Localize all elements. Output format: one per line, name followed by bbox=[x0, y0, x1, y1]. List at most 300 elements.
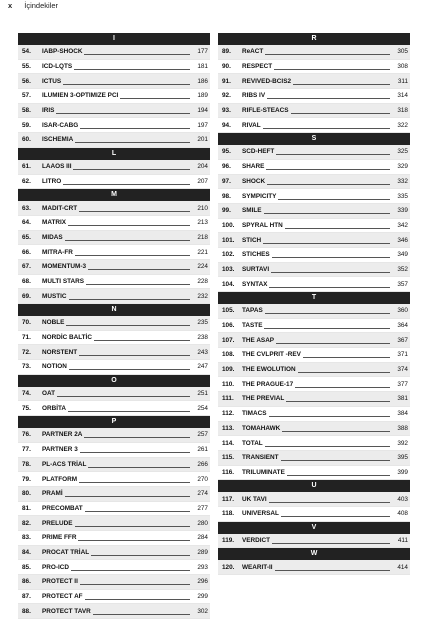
entry-number: 73. bbox=[22, 363, 31, 371]
entry-number: 65. bbox=[22, 233, 31, 241]
leader-line bbox=[265, 446, 390, 447]
leader-line bbox=[80, 452, 190, 453]
toc-entry[interactable] bbox=[218, 319, 410, 334]
leader-line bbox=[291, 113, 390, 114]
leader-line bbox=[120, 98, 190, 99]
section-letter-header: W bbox=[218, 548, 410, 560]
section-letter-header: R bbox=[218, 33, 410, 45]
entry-title: SMILE bbox=[242, 207, 262, 215]
leader-line bbox=[68, 225, 190, 226]
toc-entry[interactable] bbox=[218, 407, 410, 422]
entry-number: 66. bbox=[22, 248, 31, 256]
toc-entry[interactable] bbox=[218, 45, 410, 60]
toc-entry[interactable] bbox=[18, 590, 210, 605]
leader-line bbox=[93, 614, 190, 615]
leader-line bbox=[84, 437, 190, 438]
entry-title: LAAOS III bbox=[42, 163, 72, 171]
entry-number: 71. bbox=[22, 334, 31, 342]
toc-entry[interactable] bbox=[218, 422, 410, 437]
leader-line bbox=[286, 401, 390, 402]
entry-title: PRAMİ bbox=[42, 490, 63, 498]
entry-title: ReACT bbox=[242, 48, 264, 56]
entry-title: ISCHEMIA bbox=[42, 136, 74, 144]
toc-entry[interactable] bbox=[18, 428, 210, 443]
entry-title: STICH bbox=[242, 236, 262, 244]
entry-page-number: 364 bbox=[397, 322, 408, 330]
toc-entry[interactable] bbox=[218, 492, 410, 507]
entry-title: PLATFORM bbox=[42, 475, 78, 483]
leader-line bbox=[269, 416, 391, 417]
entry-number: 67. bbox=[22, 263, 31, 271]
leader-line bbox=[78, 540, 190, 541]
entry-number: 62. bbox=[22, 177, 31, 185]
toc-entry[interactable] bbox=[218, 89, 410, 104]
entry-page-number: 194 bbox=[197, 107, 208, 115]
entry-title: MULTI STARS bbox=[42, 277, 85, 285]
entry-title: SYNTAX bbox=[242, 280, 268, 288]
entry-title: TRANSIENT bbox=[242, 454, 279, 462]
entry-page-number: 384 bbox=[397, 410, 408, 418]
toc-entry[interactable] bbox=[18, 316, 210, 331]
entry-number: 112. bbox=[222, 410, 235, 418]
entry-title: RIFLE-STEACS bbox=[242, 107, 289, 115]
leader-line bbox=[272, 543, 390, 544]
leader-line bbox=[265, 54, 390, 55]
leader-line bbox=[263, 243, 390, 244]
section-letter-header: P bbox=[18, 416, 210, 428]
section-letter-header: O bbox=[18, 375, 210, 387]
entry-page-number: 381 bbox=[397, 395, 408, 403]
entry-number: 90. bbox=[222, 63, 231, 71]
toc-entry[interactable] bbox=[218, 348, 410, 363]
toc-entry[interactable] bbox=[218, 118, 410, 133]
leader-line bbox=[71, 570, 190, 571]
leader-line bbox=[285, 228, 390, 229]
toc-entry[interactable] bbox=[218, 175, 410, 190]
entry-page-number: 377 bbox=[397, 380, 408, 388]
leader-line bbox=[303, 357, 390, 358]
entry-number: 86. bbox=[22, 578, 31, 586]
toc-entry[interactable] bbox=[18, 289, 210, 304]
toc-entry[interactable] bbox=[18, 516, 210, 531]
entry-page-number: 293 bbox=[197, 563, 208, 571]
entry-number: 99. bbox=[222, 207, 231, 215]
toc-entry[interactable] bbox=[18, 345, 210, 360]
entry-title: WEARIT-II bbox=[242, 563, 273, 571]
toc-entry[interactable] bbox=[18, 458, 210, 473]
entry-page-number: 325 bbox=[397, 148, 408, 156]
entry-title: SURTAVI bbox=[242, 265, 270, 273]
entry-title: NOTION bbox=[42, 363, 67, 371]
entry-number: 63. bbox=[22, 204, 31, 212]
leader-line bbox=[79, 211, 190, 212]
entry-page-number: 395 bbox=[397, 454, 408, 462]
entry-title: SHARE bbox=[242, 163, 265, 171]
entry-number: 95. bbox=[222, 148, 231, 156]
entry-number: 83. bbox=[22, 534, 31, 542]
toc-entry[interactable] bbox=[218, 333, 410, 348]
entry-number: 111. bbox=[222, 395, 234, 403]
toc-entry[interactable] bbox=[18, 245, 210, 260]
entry-number: 109. bbox=[222, 366, 235, 374]
entry-title: OAT bbox=[42, 390, 56, 398]
section-letter-header: M bbox=[18, 189, 210, 201]
entry-title: TASTE bbox=[242, 322, 263, 330]
entry-title: MUSTIC bbox=[42, 292, 67, 300]
toc-entry[interactable] bbox=[218, 233, 410, 248]
entry-page-number: 218 bbox=[197, 233, 208, 241]
toc-entry[interactable] bbox=[18, 487, 210, 502]
entry-page-number: 177 bbox=[197, 48, 208, 56]
entry-title: UK TAVI bbox=[242, 495, 267, 503]
entry-page-number: 302 bbox=[197, 607, 208, 615]
entry-page-number: 186 bbox=[197, 77, 208, 85]
toc-entry[interactable] bbox=[18, 260, 210, 275]
entry-number: 117. bbox=[222, 495, 235, 503]
entry-page-number: 332 bbox=[397, 177, 408, 185]
leader-line bbox=[69, 299, 191, 300]
leader-line bbox=[269, 287, 390, 288]
leader-line bbox=[282, 431, 390, 432]
entry-number: 74. bbox=[22, 390, 31, 398]
entry-number: 58. bbox=[22, 107, 31, 115]
toc-entry[interactable] bbox=[218, 304, 410, 319]
toc-entry[interactable] bbox=[218, 263, 410, 278]
entry-title: NORSTENT bbox=[42, 348, 78, 356]
entry-number: 89. bbox=[222, 48, 231, 56]
leader-line bbox=[298, 372, 390, 373]
entry-number: 94. bbox=[222, 121, 231, 129]
entry-page-number: 411 bbox=[397, 536, 408, 544]
entry-number: 64. bbox=[22, 219, 31, 227]
toc-entry[interactable] bbox=[18, 604, 210, 619]
entry-title: MADIT-CRT bbox=[42, 204, 78, 212]
entry-title: SPYRAL HTN bbox=[242, 221, 283, 229]
section-letter-header: S bbox=[218, 133, 410, 145]
leader-line bbox=[287, 475, 390, 476]
leader-line bbox=[281, 460, 390, 461]
entry-page-number: 305 bbox=[397, 48, 408, 56]
entry-page-number: 346 bbox=[397, 236, 408, 244]
toc-entry[interactable] bbox=[218, 466, 410, 481]
entry-title: PROTECT TAVR bbox=[42, 607, 91, 615]
leader-line bbox=[88, 269, 190, 270]
toc-entry[interactable] bbox=[218, 189, 410, 204]
entry-page-number: 277 bbox=[197, 504, 208, 512]
toc-entry[interactable] bbox=[218, 560, 410, 575]
entry-page-number: 254 bbox=[197, 404, 208, 412]
entry-page-number: 414 bbox=[397, 563, 408, 571]
entry-number: 80. bbox=[22, 490, 31, 498]
toc-entry[interactable] bbox=[18, 118, 210, 133]
entry-page-number: 284 bbox=[197, 534, 208, 542]
toc-entry[interactable] bbox=[218, 204, 410, 219]
entry-number: 101. bbox=[222, 236, 235, 244]
toc-entry[interactable] bbox=[18, 275, 210, 290]
entry-number: 118. bbox=[222, 510, 235, 518]
leader-line bbox=[293, 84, 390, 85]
entry-title: PROTECT AF bbox=[42, 593, 83, 601]
toc-entry[interactable] bbox=[18, 546, 210, 561]
entry-title: TOMAHAWK bbox=[242, 424, 281, 432]
leader-line bbox=[267, 98, 390, 99]
leader-line bbox=[75, 255, 190, 256]
entry-number: 55. bbox=[22, 63, 31, 71]
leader-line bbox=[85, 511, 190, 512]
section-letter-header: U bbox=[218, 480, 410, 492]
leader-line bbox=[63, 84, 190, 85]
entry-title: VERDICT bbox=[242, 536, 271, 544]
page-header bbox=[8, 0, 58, 12]
entry-title: SCD-HEFT bbox=[242, 148, 275, 156]
toc-entry[interactable] bbox=[218, 145, 410, 160]
leader-line bbox=[69, 369, 190, 370]
entry-page-number: 318 bbox=[397, 107, 408, 115]
entry-number: 84. bbox=[22, 548, 31, 556]
entry-title: IRIS bbox=[42, 107, 55, 115]
entry-title: PARTNER 2A bbox=[42, 431, 83, 439]
leader-line bbox=[272, 257, 390, 258]
entry-page-number: 224 bbox=[197, 263, 208, 271]
entry-page-number: 342 bbox=[397, 221, 408, 229]
toc-entry[interactable] bbox=[218, 277, 410, 292]
toc-entry[interactable] bbox=[18, 502, 210, 517]
entry-number: 60. bbox=[22, 136, 31, 144]
entry-number: 93. bbox=[222, 107, 231, 115]
entry-page-number: 238 bbox=[197, 334, 208, 342]
entry-page-number: 274 bbox=[197, 490, 208, 498]
toc-entry[interactable] bbox=[218, 160, 410, 175]
leader-line bbox=[88, 467, 190, 468]
entry-page-number: 228 bbox=[197, 277, 208, 285]
entry-number: 61. bbox=[22, 163, 31, 171]
toc-entry[interactable] bbox=[18, 387, 210, 402]
entry-number: 92. bbox=[222, 92, 231, 100]
entry-page-number: 360 bbox=[397, 307, 408, 315]
entry-page-number: 213 bbox=[197, 219, 208, 227]
entry-title: PARTNER 3 bbox=[42, 446, 78, 454]
entry-title: PROCAT TRİAL bbox=[42, 548, 90, 556]
toc-entry[interactable] bbox=[218, 248, 410, 263]
entry-title: REVIVED-BCIS2 bbox=[242, 77, 292, 85]
entry-page-number: 280 bbox=[197, 519, 208, 527]
entry-number: 87. bbox=[22, 593, 31, 601]
section-letter-header: I bbox=[18, 33, 210, 45]
leader-line bbox=[264, 213, 390, 214]
entry-number: 76. bbox=[22, 431, 31, 439]
toc-entry[interactable] bbox=[218, 74, 410, 89]
entry-number: 110. bbox=[222, 380, 235, 388]
toc-entry[interactable] bbox=[18, 443, 210, 458]
entry-number: 91. bbox=[222, 77, 231, 85]
entry-page-number: 232 bbox=[197, 292, 208, 300]
toc-entry[interactable] bbox=[18, 216, 210, 231]
entry-page-number: 221 bbox=[197, 248, 208, 256]
toc-left-column bbox=[18, 33, 210, 619]
entry-page-number: 408 bbox=[397, 510, 408, 518]
entry-title: NORDİC BALTİC bbox=[42, 334, 92, 342]
entry-number: 119. bbox=[222, 536, 235, 544]
toc-right-column bbox=[218, 33, 410, 575]
leader-line bbox=[63, 184, 190, 185]
leader-line bbox=[79, 355, 190, 356]
entry-number: 77. bbox=[22, 446, 31, 454]
toc-entry[interactable] bbox=[218, 534, 410, 549]
entry-title: RIVAL bbox=[242, 121, 261, 129]
entry-title: MOMENTUM-3 bbox=[42, 263, 87, 271]
entry-page-number: 247 bbox=[197, 363, 208, 371]
entry-number: 81. bbox=[22, 504, 31, 512]
leader-line bbox=[274, 69, 390, 70]
section-letter-header: V bbox=[218, 522, 410, 534]
entry-title: THE EWOLUTION bbox=[242, 366, 296, 374]
leader-line bbox=[66, 325, 190, 326]
toc-entry[interactable] bbox=[18, 472, 210, 487]
toc-entry[interactable] bbox=[218, 507, 410, 522]
entry-title: UNIVERSAL bbox=[242, 510, 279, 518]
entry-title: PL-ACS TRİAL bbox=[42, 460, 87, 468]
toc-entry[interactable] bbox=[18, 560, 210, 575]
entry-title: PROTECT II bbox=[42, 578, 78, 586]
entry-page-number: 210 bbox=[197, 204, 208, 212]
toc-entry[interactable] bbox=[218, 219, 410, 234]
leader-line bbox=[276, 154, 390, 155]
leader-line bbox=[57, 396, 190, 397]
entry-number: 113. bbox=[222, 424, 235, 432]
section-letter-header: T bbox=[218, 292, 410, 304]
toc-entry[interactable] bbox=[218, 60, 410, 75]
entry-page-number: 314 bbox=[397, 92, 408, 100]
entry-page-number: 311 bbox=[397, 77, 408, 85]
leader-line bbox=[68, 411, 190, 412]
entry-page-number: 204 bbox=[197, 163, 208, 171]
entry-number: 102. bbox=[222, 251, 235, 259]
leader-line bbox=[80, 584, 190, 585]
entry-title: TOTAL bbox=[242, 439, 263, 447]
toc-entry[interactable] bbox=[18, 133, 210, 148]
entry-page-number: 367 bbox=[397, 336, 408, 344]
leader-line bbox=[276, 343, 390, 344]
entry-title: LITRO bbox=[42, 177, 62, 185]
entry-title: ISAR-CABG bbox=[42, 121, 79, 129]
entry-page-number: 251 bbox=[197, 390, 208, 398]
toc-entry[interactable] bbox=[18, 401, 210, 416]
entry-page-number: 403 bbox=[397, 495, 408, 503]
toc-entry[interactable] bbox=[18, 89, 210, 104]
entry-title: IABP-SHOCK bbox=[42, 48, 83, 56]
entry-title: SYMPICITY bbox=[242, 192, 277, 200]
toc-entry[interactable] bbox=[218, 436, 410, 451]
entry-title: ILUMIEN 3-OPTIMIZE PCI bbox=[42, 92, 119, 100]
entry-title: PRIME FFR bbox=[42, 534, 77, 542]
entry-page-number: 308 bbox=[397, 63, 408, 71]
leader-line bbox=[271, 272, 390, 273]
entry-number: 88. bbox=[22, 607, 31, 615]
leader-line bbox=[84, 54, 190, 55]
toc-entry[interactable] bbox=[18, 175, 210, 190]
toc-entry[interactable] bbox=[18, 60, 210, 75]
entry-number: 57. bbox=[22, 92, 31, 100]
leader-line bbox=[65, 240, 190, 241]
leader-line bbox=[263, 128, 390, 129]
entry-number: 116. bbox=[222, 468, 235, 476]
page-title: İçindekiler bbox=[24, 1, 59, 10]
section-letter-header: N bbox=[18, 304, 210, 316]
leader-line bbox=[278, 199, 390, 200]
page-number: x bbox=[8, 1, 13, 10]
entry-page-number: 257 bbox=[197, 431, 208, 439]
entry-title: MITRA-FR bbox=[42, 248, 73, 256]
leader-line bbox=[86, 284, 190, 285]
leader-line bbox=[266, 169, 390, 170]
toc-entry[interactable] bbox=[218, 377, 410, 392]
entry-number: 72. bbox=[22, 348, 31, 356]
toc-entry[interactable] bbox=[218, 104, 410, 119]
entry-title: MIDAS bbox=[42, 233, 63, 241]
entry-number: 82. bbox=[22, 519, 31, 527]
toc-entry[interactable] bbox=[18, 201, 210, 216]
leader-line bbox=[265, 313, 390, 314]
leader-line bbox=[56, 113, 190, 114]
entry-title: TIMACS bbox=[242, 410, 267, 418]
entry-title: STICHES bbox=[242, 251, 270, 259]
entry-title: RIBS IV bbox=[242, 92, 266, 100]
entry-number: 97. bbox=[222, 177, 231, 185]
toc-entry[interactable] bbox=[218, 451, 410, 466]
entry-number: 100. bbox=[222, 221, 235, 229]
toc-entry[interactable] bbox=[18, 45, 210, 60]
leader-line bbox=[269, 502, 390, 503]
entry-number: 69. bbox=[22, 292, 31, 300]
entry-page-number: 201 bbox=[197, 136, 208, 144]
entry-page-number: 266 bbox=[197, 460, 208, 468]
entry-number: 107. bbox=[222, 336, 235, 344]
toc-entry[interactable] bbox=[18, 160, 210, 175]
toc-entry[interactable] bbox=[18, 575, 210, 590]
toc-entry[interactable] bbox=[18, 360, 210, 375]
entry-page-number: 388 bbox=[397, 424, 408, 432]
entry-title: SHOCK bbox=[242, 177, 266, 185]
section-letter-header: L bbox=[18, 148, 210, 160]
toc-entry[interactable] bbox=[218, 392, 410, 407]
toc-entry[interactable] bbox=[18, 74, 210, 89]
toc-entry[interactable] bbox=[218, 363, 410, 378]
entry-title: RESPECT bbox=[242, 63, 273, 71]
entry-page-number: 352 bbox=[397, 265, 408, 273]
entry-number: 68. bbox=[22, 277, 31, 285]
entry-title: ICTUS bbox=[42, 77, 62, 85]
toc-entry[interactable] bbox=[18, 531, 210, 546]
entry-page-number: 181 bbox=[197, 63, 208, 71]
leader-line bbox=[65, 496, 190, 497]
entry-page-number: 235 bbox=[197, 319, 208, 327]
entry-number: 56. bbox=[22, 77, 31, 85]
entry-page-number: 392 bbox=[397, 439, 408, 447]
toc-entry[interactable] bbox=[18, 104, 210, 119]
entry-number: 114. bbox=[222, 439, 235, 447]
entry-page-number: 243 bbox=[197, 348, 208, 356]
entry-page-number: 339 bbox=[397, 207, 408, 215]
entry-number: 78. bbox=[22, 460, 31, 468]
entry-title: TRILUMINATE bbox=[242, 468, 285, 476]
toc-entry[interactable] bbox=[18, 231, 210, 246]
toc-entry[interactable] bbox=[18, 331, 210, 346]
entry-number: 98. bbox=[222, 192, 231, 200]
entry-page-number: 270 bbox=[197, 475, 208, 483]
entry-page-number: 296 bbox=[197, 578, 208, 586]
entry-page-number: 399 bbox=[397, 468, 408, 476]
entry-number: 105. bbox=[222, 307, 235, 315]
